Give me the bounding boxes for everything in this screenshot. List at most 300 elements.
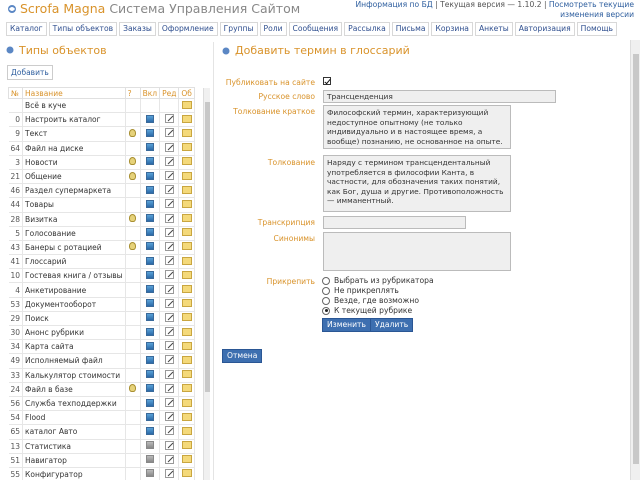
row-edit xyxy=(160,240,179,254)
table-row[interactable] xyxy=(9,297,195,311)
table-row[interactable] xyxy=(9,269,195,283)
row-id: 43 xyxy=(9,240,23,254)
row-name[interactable]: Банеры с ротацией xyxy=(23,240,126,254)
enabled-icon[interactable] xyxy=(146,384,154,392)
lightbulb-icon[interactable] xyxy=(129,242,136,250)
form-title-text: Добавить термин в глоссарий xyxy=(235,44,410,57)
logo-icon xyxy=(7,4,17,14)
edit-icon[interactable] xyxy=(165,370,174,379)
row-objects xyxy=(179,354,195,368)
row-id: 13 xyxy=(9,439,23,453)
row-name[interactable]: Исполняемый файл xyxy=(23,354,126,368)
row-name[interactable]: Новости xyxy=(23,155,126,169)
nav-item[interactable]: Оформление xyxy=(158,22,218,36)
row-objects xyxy=(179,411,195,425)
lightbulb-icon[interactable] xyxy=(129,384,136,392)
edit-icon[interactable] xyxy=(165,384,174,393)
nav-item[interactable]: Сообщения xyxy=(289,22,343,36)
attach-option[interactable] xyxy=(322,286,399,295)
row-name[interactable]: Всё в куче xyxy=(23,99,126,113)
row-enabled xyxy=(140,382,159,396)
edit-icon[interactable] xyxy=(165,199,174,208)
enabled-icon[interactable] xyxy=(146,242,154,250)
edit-icon[interactable] xyxy=(165,299,174,308)
table-row[interactable] xyxy=(9,326,195,340)
edit-icon[interactable] xyxy=(165,214,174,223)
table-row[interactable] xyxy=(9,169,195,183)
row-objects xyxy=(179,439,195,453)
col-ob: Об xyxy=(179,88,195,99)
edit-icon[interactable] xyxy=(165,171,174,180)
row-enabled xyxy=(140,354,159,368)
objects-icon[interactable] xyxy=(182,384,192,392)
row-objects xyxy=(179,467,195,480)
row-edit xyxy=(160,425,179,439)
table-row[interactable] xyxy=(9,425,195,439)
table-row[interactable] xyxy=(9,99,195,113)
changes-link[interactable]: Посмотреть текущие изменения версии xyxy=(548,0,634,19)
row-id: 24 xyxy=(9,382,23,396)
nav-item[interactable]: Письма xyxy=(392,22,430,36)
row-name[interactable]: Калькулятор стоимости xyxy=(23,368,126,382)
row-objects xyxy=(179,226,195,240)
objects-icon[interactable] xyxy=(182,342,192,350)
enabled-icon[interactable] xyxy=(146,370,154,378)
objects-icon[interactable] xyxy=(182,186,192,194)
row-id: 4 xyxy=(9,283,23,297)
form-panel xyxy=(222,42,622,480)
row-help xyxy=(125,155,140,169)
row-id: 65 xyxy=(9,425,23,439)
attach-option-label: Не прикреплять xyxy=(334,286,399,295)
row-id: 29 xyxy=(9,311,23,325)
table-row[interactable] xyxy=(9,141,195,155)
enabled-icon[interactable] xyxy=(146,228,154,236)
lightbulb-icon[interactable] xyxy=(129,157,136,165)
page-scrollbar-thumb[interactable] xyxy=(633,54,639,464)
row-objects xyxy=(179,283,195,297)
row-enabled xyxy=(140,212,159,226)
row-enabled xyxy=(140,269,159,283)
objects-icon[interactable] xyxy=(182,228,192,236)
russian-word-input[interactable]: Трансценденция xyxy=(323,90,556,103)
attach-option[interactable] xyxy=(322,276,434,285)
radio-icon[interactable] xyxy=(322,277,330,285)
radio-icon[interactable] xyxy=(322,297,330,305)
edit-icon[interactable] xyxy=(165,341,174,350)
edit-icon[interactable] xyxy=(165,313,174,322)
row-objects xyxy=(179,453,195,467)
objects-icon[interactable] xyxy=(182,299,192,307)
row-id: 41 xyxy=(9,255,23,269)
row-objects xyxy=(179,240,195,254)
objects-icon[interactable] xyxy=(182,129,192,137)
row-edit xyxy=(160,411,179,425)
row-edit xyxy=(160,226,179,240)
row-enabled xyxy=(140,283,159,297)
transcription-input[interactable] xyxy=(323,216,466,229)
edit-icon[interactable] xyxy=(165,114,174,123)
col-q: ? xyxy=(125,88,140,99)
edit-icon[interactable] xyxy=(165,228,174,237)
row-help xyxy=(125,368,140,382)
transcription-label: Транскрипция xyxy=(257,218,315,227)
attach-option[interactable] xyxy=(322,296,419,305)
left-scrollbar[interactable] xyxy=(203,88,210,480)
table-row[interactable] xyxy=(9,283,195,297)
table-row[interactable] xyxy=(9,255,195,269)
attach-option-label: К текущей рубрике xyxy=(334,306,413,315)
edit-icon[interactable] xyxy=(165,441,174,450)
table-row[interactable] xyxy=(9,198,195,212)
table-row[interactable] xyxy=(9,439,195,453)
row-name[interactable]: Конфигуратор xyxy=(23,467,126,480)
objects-icon[interactable] xyxy=(182,427,192,435)
edit-icon[interactable] xyxy=(165,128,174,137)
row-name[interactable]: Анкетирование xyxy=(23,283,126,297)
left-scrollbar-thumb[interactable] xyxy=(205,102,210,392)
change-button[interactable]: Изменить xyxy=(322,318,371,332)
nav-item[interactable]: Корзина xyxy=(431,22,472,36)
row-name[interactable]: Файл в базе xyxy=(23,382,126,396)
full-def-textarea[interactable]: Наряду с термином трансцендентальный употребляется в философии Канта, в частности, для обозначения таких понятий, как Бог, душа и другие. Противоположность — имманентный. xyxy=(323,155,511,212)
row-enabled xyxy=(140,255,159,269)
edit-icon[interactable] xyxy=(165,327,174,336)
row-help xyxy=(125,269,140,283)
objects-icon[interactable] xyxy=(182,285,192,293)
enabled-icon[interactable] xyxy=(146,214,154,222)
nav-item[interactable]: Роли xyxy=(260,22,287,36)
nav-item[interactable]: Авторизация xyxy=(515,22,575,36)
attach-option[interactable] xyxy=(322,306,412,315)
enabled-icon[interactable] xyxy=(146,257,154,265)
page-scrollbar[interactable] xyxy=(630,40,640,480)
table-row[interactable] xyxy=(9,311,195,325)
enabled-icon[interactable] xyxy=(146,328,154,336)
row-help xyxy=(125,297,140,311)
lightbulb-icon[interactable] xyxy=(129,214,136,222)
enabled-icon[interactable] xyxy=(146,200,154,208)
row-help xyxy=(125,240,140,254)
row-enabled xyxy=(140,439,159,453)
enabled-icon[interactable] xyxy=(146,455,154,463)
row-help xyxy=(125,311,140,325)
objects-icon[interactable] xyxy=(182,214,192,222)
row-edit xyxy=(160,467,179,480)
enabled-icon[interactable] xyxy=(146,399,154,407)
row-name[interactable]: Статистика xyxy=(23,439,126,453)
objects-icon[interactable] xyxy=(182,370,192,378)
bullet-icon xyxy=(6,46,14,54)
row-help xyxy=(125,411,140,425)
enabled-icon[interactable] xyxy=(146,342,154,350)
objects-icon[interactable] xyxy=(182,413,192,421)
row-help xyxy=(125,382,140,396)
col-name: Название xyxy=(23,88,126,99)
row-name[interactable]: Товары xyxy=(23,198,126,212)
row-edit xyxy=(160,141,179,155)
radio-icon[interactable] xyxy=(322,287,330,295)
enabled-icon[interactable] xyxy=(146,143,154,151)
row-enabled xyxy=(140,240,159,254)
col-vkl: Вкл xyxy=(140,88,159,99)
row-name[interactable]: Навигатор xyxy=(23,453,126,467)
row-edit xyxy=(160,311,179,325)
row-id: 9 xyxy=(9,127,23,141)
row-enabled xyxy=(140,141,159,155)
row-help xyxy=(125,169,140,183)
short-def-textarea[interactable]: Философский термин, характеризующий недоступное опытному (не только индивидуально и в настоящее время, а вообще) познанию, не основанное на опыте. xyxy=(323,105,511,149)
row-id: 64 xyxy=(9,141,23,155)
table-row[interactable] xyxy=(9,396,195,410)
row-objects xyxy=(179,340,195,354)
row-name[interactable]: Визитка xyxy=(23,212,126,226)
full-def-label: Толкование xyxy=(267,158,315,167)
publish-label: Публиковать на сайте xyxy=(225,78,315,87)
row-id: 46 xyxy=(9,184,23,198)
left-title-text: Типы объектов xyxy=(19,43,107,57)
row-id xyxy=(9,99,23,113)
row-id: 28 xyxy=(9,212,23,226)
edit-icon[interactable] xyxy=(165,455,174,464)
objects-icon[interactable] xyxy=(182,455,192,463)
row-edit xyxy=(160,113,179,127)
row-objects xyxy=(179,425,195,439)
edit-icon[interactable] xyxy=(165,426,174,435)
row-name[interactable]: Гостевая книга / отзывы xyxy=(23,269,126,283)
objects-icon[interactable] xyxy=(182,469,192,477)
row-edit xyxy=(160,297,179,311)
objects-icon[interactable] xyxy=(182,242,192,250)
objects-icon[interactable] xyxy=(182,115,192,123)
edit-icon[interactable] xyxy=(165,143,174,152)
table-row[interactable] xyxy=(9,226,195,240)
bullet-icon xyxy=(222,47,230,55)
objects-icon[interactable] xyxy=(182,257,192,265)
row-name[interactable]: Карта сайта xyxy=(23,340,126,354)
table-row[interactable] xyxy=(9,155,195,169)
enabled-icon[interactable] xyxy=(146,157,154,165)
edit-icon[interactable] xyxy=(165,185,174,194)
nav-item[interactable]: Рассылка xyxy=(344,22,390,36)
nav-item[interactable]: Заказы xyxy=(119,22,156,36)
nav-item[interactable]: Типы объектов xyxy=(49,22,117,36)
objects-icon[interactable] xyxy=(182,143,192,151)
table-row[interactable] xyxy=(9,240,195,254)
row-enabled xyxy=(140,411,159,425)
objects-icon[interactable] xyxy=(182,399,192,407)
row-name[interactable]: Flood xyxy=(23,411,126,425)
enabled-icon[interactable] xyxy=(146,313,154,321)
row-id: 3 xyxy=(9,155,23,169)
row-enabled xyxy=(140,113,159,127)
row-help xyxy=(125,141,140,155)
row-name[interactable]: Общение xyxy=(23,169,126,183)
row-help xyxy=(125,467,140,480)
attach-option-label: Везде, где возможно xyxy=(334,296,419,305)
row-name[interactable]: Раздел супермаркета xyxy=(23,184,126,198)
row-enabled xyxy=(140,340,159,354)
row-edit xyxy=(160,354,179,368)
row-enabled xyxy=(140,311,159,325)
row-id: 44 xyxy=(9,198,23,212)
table-row[interactable] xyxy=(9,212,195,226)
edit-icon[interactable] xyxy=(165,355,174,364)
synonyms-textarea[interactable] xyxy=(323,232,511,271)
row-help xyxy=(125,127,140,141)
row-enabled xyxy=(140,396,159,410)
enabled-icon[interactable] xyxy=(146,172,154,180)
edit-icon[interactable] xyxy=(165,412,174,421)
row-id: 34 xyxy=(9,340,23,354)
row-edit xyxy=(160,326,179,340)
row-objects xyxy=(179,155,195,169)
row-edit xyxy=(160,184,179,198)
add-button[interactable]: Добавить xyxy=(7,65,53,80)
row-help xyxy=(125,184,140,198)
edit-icon[interactable] xyxy=(165,256,174,265)
db-info-link[interactable]: Информация по БД xyxy=(355,0,433,9)
table-row[interactable] xyxy=(9,368,195,382)
row-help xyxy=(125,453,140,467)
brand-sub: Система Управления Сайтом xyxy=(109,1,301,16)
row-id: 10 xyxy=(9,269,23,283)
row-id: 30 xyxy=(9,326,23,340)
row-help xyxy=(125,396,140,410)
enabled-icon[interactable] xyxy=(146,441,154,449)
row-enabled xyxy=(140,99,159,113)
table-row[interactable] xyxy=(9,411,195,425)
enabled-icon[interactable] xyxy=(146,186,154,194)
table-row[interactable] xyxy=(9,354,195,368)
enabled-icon[interactable] xyxy=(146,115,154,123)
row-edit xyxy=(160,439,179,453)
divider xyxy=(213,42,214,480)
row-edit xyxy=(160,155,179,169)
edit-icon[interactable] xyxy=(165,469,174,478)
row-id: 49 xyxy=(9,354,23,368)
edit-icon[interactable] xyxy=(165,270,174,279)
objects-icon[interactable] xyxy=(182,101,192,109)
enabled-icon[interactable] xyxy=(146,299,154,307)
row-enabled xyxy=(140,453,159,467)
objects-icon[interactable] xyxy=(182,313,192,321)
row-help xyxy=(125,198,140,212)
enabled-icon[interactable] xyxy=(146,427,154,435)
nav-item[interactable]: Группы xyxy=(220,22,258,36)
row-edit xyxy=(160,198,179,212)
row-enabled xyxy=(140,326,159,340)
delete-button[interactable]: Удалить xyxy=(370,318,413,332)
row-objects xyxy=(179,169,195,183)
cancel-button[interactable]: Отмена xyxy=(222,349,262,363)
row-enabled xyxy=(140,198,159,212)
table-row[interactable] xyxy=(9,382,195,396)
row-name[interactable]: Документооборот xyxy=(23,297,126,311)
enabled-icon[interactable] xyxy=(146,129,154,137)
table-row[interactable] xyxy=(9,340,195,354)
row-edit xyxy=(160,368,179,382)
row-id: 51 xyxy=(9,453,23,467)
russian-word-label: Русское слово xyxy=(258,92,315,101)
edit-icon[interactable] xyxy=(165,398,174,407)
objects-icon[interactable] xyxy=(182,441,192,449)
row-id: 0 xyxy=(9,113,23,127)
row-name[interactable]: Файл на диске xyxy=(23,141,126,155)
row-name[interactable]: Служба техподдержки xyxy=(23,396,126,410)
objects-icon[interactable] xyxy=(182,157,192,165)
form-title xyxy=(222,44,410,57)
enabled-icon[interactable] xyxy=(146,469,154,477)
radio-icon[interactable] xyxy=(322,307,330,315)
row-objects xyxy=(179,212,195,226)
row-name[interactable]: каталог Авто xyxy=(23,425,126,439)
objects-icon[interactable] xyxy=(182,200,192,208)
edit-icon[interactable] xyxy=(165,285,174,294)
lightbulb-icon[interactable] xyxy=(129,172,136,180)
row-help xyxy=(125,283,140,297)
nav-item[interactable]: Каталог xyxy=(6,22,47,36)
table-row[interactable] xyxy=(9,113,195,127)
row-name[interactable]: Поиск xyxy=(23,311,126,325)
row-name[interactable]: Глоссарий xyxy=(23,255,126,269)
row-name[interactable]: Настроить каталог xyxy=(23,113,126,127)
row-enabled xyxy=(140,467,159,480)
table-row[interactable] xyxy=(9,127,195,141)
enabled-icon[interactable] xyxy=(146,413,154,421)
row-enabled xyxy=(140,169,159,183)
table-row[interactable] xyxy=(9,467,195,480)
row-objects xyxy=(179,198,195,212)
row-id: 21 xyxy=(9,169,23,183)
row-edit xyxy=(160,453,179,467)
attach-label: Прикрепить xyxy=(266,277,315,286)
table-row[interactable] xyxy=(9,453,195,467)
row-name[interactable]: Текст xyxy=(23,127,126,141)
row-objects xyxy=(179,141,195,155)
nav-item[interactable]: Помощь xyxy=(577,22,617,36)
short-def-label: Толкование краткое xyxy=(233,107,315,116)
objects-icon[interactable] xyxy=(182,356,192,364)
row-help xyxy=(125,340,140,354)
row-objects xyxy=(179,382,195,396)
objects-icon[interactable] xyxy=(182,271,192,279)
row-id: 5 xyxy=(9,226,23,240)
edit-icon[interactable] xyxy=(165,157,174,166)
version-text: Текущая версия — 1.10.2 xyxy=(440,0,542,9)
row-edit xyxy=(160,169,179,183)
enabled-icon[interactable] xyxy=(146,285,154,293)
table-row[interactable] xyxy=(9,184,195,198)
lightbulb-icon[interactable] xyxy=(129,129,136,137)
row-enabled xyxy=(140,226,159,240)
enabled-icon[interactable] xyxy=(146,271,154,279)
row-edit xyxy=(160,255,179,269)
row-enabled xyxy=(140,425,159,439)
objects-icon[interactable] xyxy=(182,172,192,180)
edit-icon[interactable] xyxy=(165,242,174,251)
row-name[interactable]: Голосование xyxy=(23,226,126,240)
row-objects xyxy=(179,297,195,311)
objects-icon[interactable] xyxy=(182,328,192,336)
enabled-icon[interactable] xyxy=(146,356,154,364)
row-name[interactable]: Анонс рубрики xyxy=(23,326,126,340)
col-id: № xyxy=(9,88,23,99)
publish-checkbox[interactable] xyxy=(323,77,331,85)
left-panel xyxy=(6,42,210,480)
nav-item[interactable]: Анкеты xyxy=(475,22,513,36)
row-help xyxy=(125,113,140,127)
